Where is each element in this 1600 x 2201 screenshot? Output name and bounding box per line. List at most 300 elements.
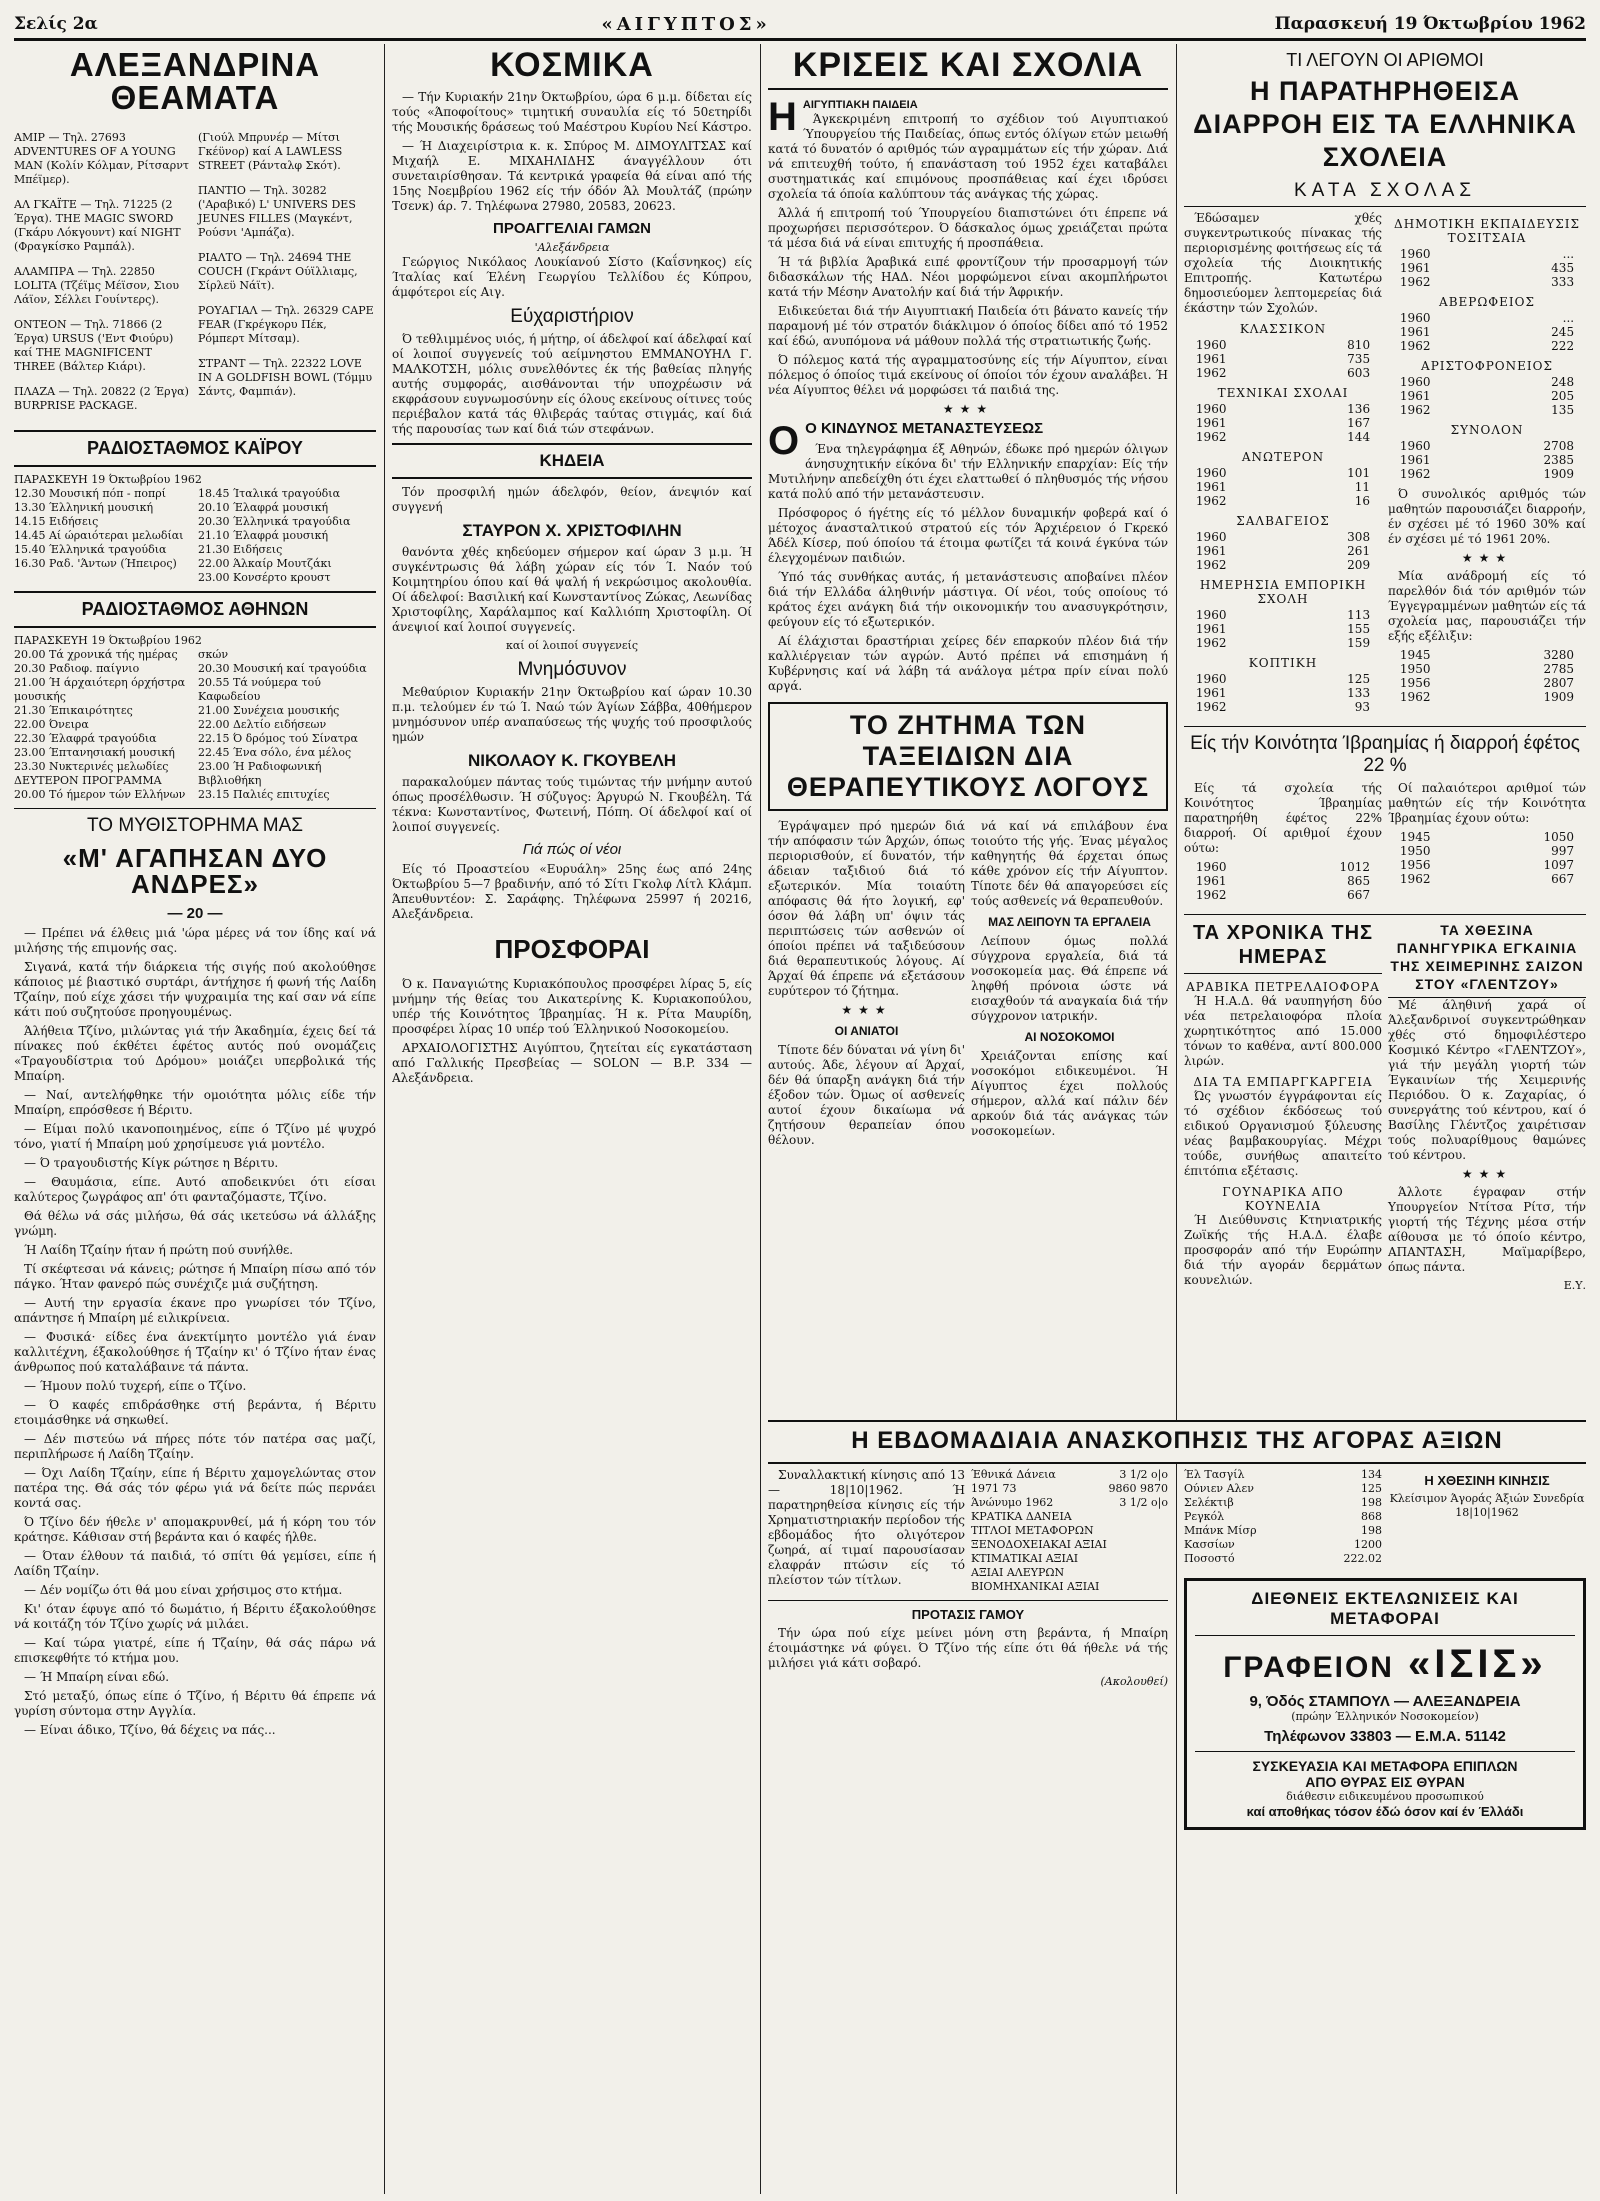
- table-row: [1192, 636, 1374, 650]
- row-year: 1960: [1195, 402, 1227, 416]
- novel-paragraph: — Φυσικά· είδες ένα άνεκτίμητο μοντέλο γιά έναν καλλιτέχνη, έξακολούθησε ή Τζαίην κι' ό Τζίνο ήταν ένας άνθρωπος πού καταλάβαινε τά πάντα.: [14, 1330, 376, 1374]
- chronicles-sub-2: ΔΙΑ ΤΑ ΕΜΠΑΡΓΚΑΡΓΕΙΑ: [1193, 1075, 1373, 1089]
- row-value: 133: [1347, 686, 1371, 700]
- weekly-left: Συναλλακτική κίνησις από 13 — 18|10|1962. Ή παρατηρηθείσα κίνησις είς τήν Χρηματιστηριακήν περίοδον τής εβδομάδος ήτο ολιγότερον ζωηρά, αί τιμαί παρουσίασαν ελαφράν πτώσιν είς τό πλείστον τών τίτλων.: [768, 1468, 965, 1587]
- table-row: [1192, 558, 1374, 572]
- stock-name: Ρεγκόλ: [1184, 1510, 1225, 1523]
- stock-value: 1200: [1354, 1538, 1382, 1551]
- table-row: [1396, 690, 1578, 704]
- stock-row: [971, 1524, 1168, 1538]
- engagement-place: 'Αλεξάνδρεια: [534, 241, 610, 254]
- thanks-title: Εύχαριστήριον: [510, 306, 634, 327]
- program-item: 20.00 Τά χρονικά τής ημέρας: [14, 648, 178, 661]
- school-table: [1192, 672, 1374, 714]
- chronicles-text-2: Ώς γνωστόν έγγράφονται είς τό σχέδιον έκδόσεως τού ειδικού Οργανισμού ξύλευσης νέας βαμβακουργίας. Μέχρι τούδε, συνήθως απαιτείτο έπιτόπια εξέτασις.: [1184, 1089, 1382, 1178]
- stats-tables: [1184, 211, 1586, 720]
- program-item: 13.30 Έλληνική μουσική: [14, 501, 154, 514]
- program-item: 23.00 Έπτανησιακή μουσική: [14, 746, 175, 759]
- row-year: 1961: [1195, 352, 1227, 366]
- table-row: [1396, 872, 1578, 886]
- row-value: 997: [1551, 844, 1575, 858]
- comments-title: ΚΡΙΣΕΙΣ ΚΑΙ ΣΧΟΛΙΑ: [768, 48, 1168, 90]
- program-item: 20.30 Έλληνικά τραγούδια: [198, 515, 351, 528]
- ad-former: (πρώην Έλληνικόν Νοσοκομείον): [1291, 1710, 1479, 1723]
- stock-row: [971, 1496, 1168, 1510]
- stock-row: [971, 1566, 1168, 1580]
- theatre-entry: ΠΛΑΖΑ — Τηλ. 20822 (2 Έργα) BURPRISE PACKAGE.: [14, 385, 189, 412]
- row-value: 144: [1347, 430, 1371, 444]
- stock-name: Ούνιεν Αλεν: [1184, 1482, 1254, 1495]
- column-rule: [1176, 44, 1177, 2194]
- program-item: 21.00 Συνέχεια μουσικής: [198, 704, 340, 717]
- novel-paragraph: — Όταν έλθουν τά παιδιά, τό σπίτι θά γεμίσει, είπε ή Λαίδη Τζαίην.: [14, 1549, 376, 1578]
- funeral-sign: καί οί λοιποί συγγενείς: [505, 639, 639, 652]
- stock-value: 198: [1361, 1524, 1382, 1537]
- table-row: [1192, 544, 1374, 558]
- table-row: [1396, 648, 1578, 662]
- row-year: 1950: [1399, 662, 1431, 676]
- ibrahimia-right-table: [1396, 830, 1578, 886]
- drop-cap: Ο: [768, 419, 800, 463]
- education-title: ΗΑΙΓΥΠΤΙΑΚΗ ΠΑΙΔΕΙΑ: [768, 95, 918, 139]
- table-row: [1192, 402, 1374, 416]
- row-value: 1909: [1543, 690, 1575, 704]
- ibrahimia-left: [1184, 781, 1382, 908]
- novel-paragraph: — Ό τραγουδιστής Κίγκ ρώτησε η Βέριτυ.: [24, 1156, 279, 1170]
- weekly-review-body: [768, 1468, 1168, 2188]
- theatre-entry: ΠΑΝΤΙΟ — Τηλ. 30282 ('Αραβικό) L' UNIVERS DES JEUNES FILLES (Μαγκέντ, Ρούσνι 'Αμπάζα).: [198, 184, 356, 239]
- novel-paragraph: Ό Τζίνο δέν ήθελε ν' απομακρυνθεί, μά ή κόρη του τόν κράτησε. Κάθισαν στή βεράντα και ό καφές ήλθε.: [14, 1515, 376, 1544]
- table-row: [1192, 338, 1374, 352]
- chronicles-text-1: Ή Η.Α.Δ. θά ναυπηγήση δύο νέα πετρελαιοφόρα πλοία χωρητικότητος από 15.000 τόνων το καθένα, αντί 800.000 λιρών.: [1184, 994, 1382, 1068]
- weekly-sub: Η ΧΘΕΣΙΝΗ ΚΙΝΗΣΙΣ: [1424, 1473, 1550, 1488]
- row-year: 1961: [1399, 261, 1431, 275]
- stock-row: [971, 1482, 1168, 1496]
- row-value: 205: [1551, 389, 1575, 403]
- stock-row: [1184, 1496, 1382, 1510]
- row-year: 1960: [1195, 466, 1227, 480]
- row-value: 113: [1347, 608, 1371, 622]
- table-row: [1192, 366, 1374, 380]
- program-item: 20.00 Τό ήμερον τών Ελλήνων: [14, 788, 186, 801]
- continued-note: (Ακολουθεί): [1100, 1675, 1168, 1688]
- travel-body: [768, 819, 1168, 1152]
- row-value: 125: [1347, 672, 1371, 686]
- row-year: 1962: [1399, 275, 1431, 289]
- row-year: 1960: [1195, 860, 1227, 874]
- school-table: [1396, 439, 1578, 481]
- novel-paragraph: Στό μεταξύ, όπως είπε ό Τζίνο, ή Βέριτυ θά έπρεπε νά γυρίση σύντομα στην Αγγλία.: [14, 1689, 376, 1718]
- row-year: 1962: [1195, 700, 1227, 714]
- table-row: [1396, 311, 1578, 325]
- ad-line-1: ΔΙΕΘΝΕΙΣ ΕΚΤΕΛΩΝΙΣΕΙΣ ΚΑΙ ΜΕΤΑΦΟΡΑΙ: [1251, 1589, 1519, 1628]
- row-value: ...: [1562, 247, 1575, 261]
- novel-paragraph: Θά θέλω νά σάς μιλήσω, θά σάς ικετεύσω νά άλλάξης γνώμη.: [14, 1209, 376, 1238]
- emigration-title: Ο Ο ΚΙΝΔΥΝΟΣ ΜΕΤΑΝΑΣΤΕΥΣΕΩΣ: [768, 419, 1044, 463]
- row-value: 209: [1347, 558, 1371, 572]
- row-year: 1961: [1399, 389, 1431, 403]
- stock-value: 198: [1361, 1496, 1382, 1509]
- row-year: 1945: [1399, 648, 1431, 662]
- table-row: [1192, 530, 1374, 544]
- program-item: 22.00 Άλκαίρ Μουτζάκι: [198, 557, 332, 570]
- table-row: [1192, 430, 1374, 444]
- weekly-right-side: [1388, 1468, 1586, 1566]
- program-item: 21.10 Έλαφρά μουσική: [198, 529, 329, 542]
- row-year: 1961: [1399, 325, 1431, 339]
- program-item: 15.40 Έλληνικά τραγούδια: [14, 543, 167, 556]
- table-row: [1396, 439, 1578, 453]
- stock-name: ΚΡΑΤΙΚΑ ΔΑΝΕΙΑ: [971, 1510, 1072, 1523]
- row-value: 1050: [1543, 830, 1575, 844]
- table-row: [1396, 275, 1578, 289]
- row-year: 1962: [1399, 690, 1431, 704]
- social-title: ΚΟΣΜΙΚΑ: [490, 46, 654, 84]
- table-row: [1192, 480, 1374, 494]
- novel-paragraph: — Ή Μπαίρη είναι εδώ.: [24, 1670, 170, 1684]
- theatre-entry: ΡΙΑΛΤΟ — Τηλ. 24694 THE COUCH (Γκράντ Ούϊλλιαμς, Σίρλεϋ Νάϊτ).: [198, 251, 358, 292]
- memorial-text: Μεθαύριον Κυριακήν 21ην Όκτωβρίου καί ώραν 10.30 π.μ. τελούμεν έν τώ Ί. Ναώ τών Άγίων Σάββα, 40θήμερον μνημόσυνον υπέρ αναπαύσεως τής ψυχής τού προσφιλούς ημών: [392, 685, 752, 744]
- stock-row: [1184, 1538, 1382, 1552]
- ad-brand-row: [1195, 1642, 1575, 1687]
- program-item: 23.00 Κονσέρτο κρουστ: [198, 571, 331, 584]
- row-value: 136: [1347, 402, 1371, 416]
- offers-title: ΠΡΟΣΦΟΡΑΙ: [494, 934, 650, 964]
- program-item: 14.45 Αί ώραιότεραι μελωδίαι: [14, 529, 184, 542]
- stock-value: 868: [1361, 1510, 1382, 1523]
- stock-row: [971, 1580, 1168, 1594]
- stock-row: [971, 1552, 1168, 1566]
- table-row: [1192, 874, 1374, 888]
- stock-name: Άνώνυμο 1962: [971, 1496, 1054, 1509]
- row-value: 735: [1347, 352, 1371, 366]
- table-row: [1396, 453, 1578, 467]
- row-year: 1962: [1195, 494, 1227, 508]
- row-year: 1961: [1195, 416, 1227, 430]
- social-paragraph: — Ή Διαχειρίστρια κ. κ. Σπύρος Μ. ΔΙΜΟΥΛΙΤΣΑΣ καί Μιχαήλ Ε. ΜΙΧΑΗΛΙΔΗΣ άναγγέλλουν ότι συνεταιρίσθησαν. Τά κεντρικά γραφεία θά είναι από τής 15ης Νοεμβρίου 1962 είς τήν όδόν Άλ Μουλτάζ (πρώην Τσενκ) άρ. 7. Τηλέφωνα 27980, 20583, 20623.: [392, 139, 752, 213]
- row-value: 333: [1551, 275, 1575, 289]
- ad-brand: «ΙΣΙΣ»: [1407, 1642, 1547, 1686]
- stock-row: [1184, 1482, 1382, 1496]
- program-item: 23.00 Ή Ραδιοφωνική Βιβλιοθήκη: [198, 760, 322, 787]
- program-item: 16.30 Ραδ. 'Άντων (Ήπειρος): [14, 557, 177, 570]
- school-name: ΣΑΛΒΑΓΕΙΟΣ: [1236, 514, 1330, 528]
- chronicles-and-fair: [1184, 921, 1586, 1293]
- school-name: ΚΛΑΣΣΙΚΟΝ: [1239, 322, 1327, 336]
- stock-value: 125: [1361, 1482, 1382, 1495]
- row-value: 3280: [1543, 648, 1575, 662]
- ad-office: ΓΡΑΦΕΙΟΝ: [1223, 1651, 1394, 1684]
- table-row: [1192, 466, 1374, 480]
- table-row: [1192, 352, 1374, 366]
- theatre-entry: ΑΜΙΡ — Τηλ. 27693 ADVENTURES OF A YOUNG MAN (Κολίν Κόλμαν, Ρίτσαρντ Μπέϊμερ).: [14, 131, 189, 186]
- notice-text: Είς τό Προαστείου «Ευρυάλη» 25ης έως από 24ης Όκτωβρίου 5—7 βραδινήν, από τό Σίτι Γκολφ Λίτλ Κλάμπ. Άπευθυντέον: Σ. Σαράφης. Τηλέφωνα 25997 ή 20216, Αλεξάνδρεια.: [392, 862, 752, 921]
- social-text: [392, 90, 752, 214]
- weekly-review-header: [768, 1420, 1586, 1464]
- weekly-review-columns: [768, 1468, 1168, 1594]
- row-value: 667: [1347, 888, 1371, 902]
- issue-date: Παρασκευή 19 Όκτωβρίου 1962: [1274, 14, 1586, 34]
- funeral-intro: Τόν προσφιλή ημών άδελφόν, θείον, άνεψιόν καί συγγενή: [392, 485, 752, 514]
- table-row: [1192, 608, 1374, 622]
- fair: [1388, 921, 1586, 1293]
- memorial-name: ΝΙΚΟΛΑΟΥ Κ. ΓΚΟΥΒΕΛΗ: [468, 751, 676, 770]
- row-year: 1961: [1195, 686, 1227, 700]
- chronicles-title: ΤΑ ΧΡΟΝΙΚΑ ΤΗΣ ΗΜΕΡΑΣ: [1184, 921, 1382, 974]
- table-row: [1192, 686, 1374, 700]
- cured-title: ΟΙ ΑΝΙΑΤΟΙ: [834, 1024, 899, 1038]
- theatre-entry: ΣΤΡΑΝΤ — Τηλ. 22322 LOVE IN A GOLDFISH BOWL (Τόμμυ Σάντς, Φαμπιάν).: [198, 357, 373, 398]
- table-row: [1192, 416, 1374, 430]
- table-row: [1192, 860, 1374, 874]
- table-row: [1396, 339, 1578, 353]
- stock-name: Μπάνκ Μίσρ: [1184, 1524, 1257, 1537]
- theatres-list: [14, 120, 376, 424]
- stock-row: [1184, 1524, 1382, 1538]
- separator-stars: ★★★: [1461, 1167, 1513, 1181]
- emigration-paragraph: Ύπό τάς συνθήκας αυτάς, ή μετανάστευσις αποβαίνει πλέον διά τήν Ελλάδα άληθινήν μάστιγα. Οί νέοι, τούς οποίους τό κράτος έχει ανάγκη διά τήν οικονομικήν του ανασυγκρότησιν, φεύγουν είς τό εξωτερικόν.: [768, 570, 1168, 629]
- row-year: 1956: [1399, 676, 1431, 690]
- row-year: 1960: [1195, 338, 1227, 352]
- ibrahimia-body: [1184, 781, 1586, 908]
- education-paragraph: Άλλά ή επιτροπή τού Ύπουργείου διαπιστώνει ότι έπρεπε νά προχωρήσει περισσότερον. Ό δάσκαλος όμως χρειάζεται πρώτα τά μέσα διά νά είναι επιτυχής ή προσπάθεια.: [768, 206, 1168, 250]
- ibrahimia-left-text: Είς τά σχολεία τής Κοινότητος Ίβραημίας παρατηρήθη έφέτος 22% διαρροή. Οί αριθμοί έχουν ούτω:: [1184, 781, 1382, 855]
- table-row: [1192, 700, 1374, 714]
- theatres-right: [198, 120, 376, 424]
- stock-name: ΞΕΝΟΔΟΧΕΙΑΚΑΙ ΑΞΙΑΙ: [971, 1538, 1107, 1551]
- row-year: 1962: [1195, 430, 1227, 444]
- row-year: 1960: [1195, 608, 1227, 622]
- divider: [14, 808, 376, 809]
- column-2: [392, 44, 752, 2194]
- row-value: 2785: [1543, 662, 1575, 676]
- chronicles-text-3: Ή Διεύθυνσις Κτηνιατρικής Ζωϊκής τής Η.Α.Δ. έλαβε προσφοράν από τήν Ευρώπην διά τήν αγοράν δερμάτων κουνελιών.: [1184, 1213, 1382, 1287]
- program-item: 22.00 Όνειρα: [14, 718, 89, 731]
- row-year: 1961: [1195, 480, 1227, 494]
- radio-athens-schedule: [14, 648, 376, 802]
- isis-advertisement: [1184, 1578, 1586, 1830]
- funeral-title: ΚΗΔΕΙΑ: [392, 443, 752, 479]
- theatre-entry: ΡΟΥΑΓΙΑΛ — Τηλ. 26329 CAPE FEAR (Γκρέγκορυ Πέκ, Ρόμπερτ Μίτσαμ).: [198, 304, 374, 345]
- row-year: 1956: [1399, 858, 1431, 872]
- novel-paragraph: — Θαυμάσια, είπε. Αυτό αποδεικνύει ότι είσαι καλύτερος ζωγράφος απ' ότι φανταζόμαστε, Τζίνο.: [14, 1175, 376, 1204]
- archaeology-text: ΑΡΧΑΙΟΛΟΓΙΣΤΗΣ Αιγύπτου, ζητείται είς εγκατάσταση από Γαλλικής Πρεσβείας — SOLON — B.P. 334 — Αλεξάνδρεια.: [392, 1041, 752, 1085]
- funeral-text: θανόντα χθές κηδεύομεν σήμερον καί ώραν 3 μ.μ. Ή συγκέντρωσις θά λάβη χώραν είς τόν Ί. Ναόν τού Κοιμητηρίου όπου καί θά ψαλή ή νεκρώσιμος ακολουθία. Οί άδελφοί: Βασιλική καί Κωνσταντίνος Ζώκας, Λεωνίδας Χριστοφίλης, Χαράλαμπος καί Καλλιόπη Χριστοφίλη. Οί άνεψιοί καί λοιποί συγγενείς.: [392, 545, 752, 634]
- theatres-left: [14, 120, 192, 424]
- program-item: 23.15 Παλιές επιτυχίες: [198, 788, 330, 801]
- ibrahimia-right-text: Οί παλαιότεροι αριθμοί τών μαθητών είς τήν Κοινότητα Ίβραημίας έχουν ούτω:: [1388, 781, 1586, 825]
- program-item: 18.45 Ίταλικά τραγούδια: [198, 487, 340, 500]
- program-item: 22.15 Ό δρόμος τού Σίνατρα: [198, 732, 358, 745]
- stats-kicker: ΤΙ ΛΕΓΟΥΝ ΟΙ ΑΡΙΘΜΟΙ: [1286, 50, 1484, 70]
- social-paragraph: — Τήν Κυριακήν 21ην Όκτωβρίου, ώρα 6 μ.μ. δίδεται είς τούς «Άποφοίτους» τιμητική συναυλία είς τό 50ετηρίδι τής Μουσικής δράσεως τού Μαέστρου Κυρίου Νεί Κάστρο.: [392, 90, 752, 134]
- stats-left: [1184, 211, 1382, 720]
- school-table: [1396, 247, 1578, 289]
- table-row: [1396, 325, 1578, 339]
- row-value: 2708: [1543, 439, 1575, 453]
- row-year: 1962: [1195, 558, 1227, 572]
- stock-row: [1184, 1552, 1382, 1566]
- novel-kicker: ΤΟ ΜΥΘΙΣΤΟΡΗΜΑ ΜΑΣ: [87, 815, 303, 836]
- stats-note: Ό συνολικός αριθμός τών μαθητών παρουσιάζει διαρροήν, έν σχέσει μέ τό 1960 30% καί έν σχέσει μέ τό 1961 20%.: [1388, 487, 1586, 546]
- novel-paragraph: — Αυτή την εργασία έκανε προ γνωρίσει τόν Τζίνο, απάντησε ή Μπαίρη μέ ειλικρίνεια.: [14, 1296, 376, 1325]
- ad-line-3: ΑΠΟ ΘΥΡΑΣ ΕΙΣ ΘΥΡΑΝ: [1305, 1774, 1465, 1790]
- row-value: 11: [1354, 480, 1371, 494]
- row-year: 1962: [1399, 403, 1431, 417]
- divider: [1184, 914, 1586, 915]
- row-value: 603: [1347, 366, 1371, 380]
- row-value: 865: [1347, 874, 1371, 888]
- program-item: 21.30 Έπικαιρότητες: [14, 704, 133, 717]
- fair-text: Μέ άληθινή χαρά οί Άλεξανδρινοί συγκεντρώθηκαν χθές στό δημοφιλέστερο Κοσμικό Κέντρο «ΓΛΕΝΤΖΟΥ», γιά τήν μεγάλη γιορτή τών Έγκαινίων τής Χειμερινής Περιόδου. Ό κ. Ζαχαρίας, ό συνεργάτης τού κέντρου, καί ό Βασίλης Γλέντζος χαιρέτισαν τούς πολυαρίθμους θαμώνες τού κέντρου.: [1388, 998, 1586, 1162]
- row-year: 1945: [1399, 830, 1431, 844]
- novel-paragraph: — Ό καφές επιδράσθηκε στή βεράντα, ή Βέριτυ ετοιμάσθηκε νά σηκωθεί.: [14, 1398, 376, 1427]
- table-row: [1396, 830, 1578, 844]
- table-row: [1396, 467, 1578, 481]
- education-text: [768, 112, 1168, 398]
- row-value: ...: [1562, 311, 1575, 325]
- column-rule: [384, 44, 385, 2194]
- row-year: 1960: [1399, 375, 1431, 389]
- row-value: 155: [1347, 622, 1371, 636]
- program-item: σκών: [198, 648, 229, 661]
- row-value: 248: [1551, 375, 1575, 389]
- school-table: [1396, 311, 1578, 353]
- school-name: ΚΟΠΤΙΚΗ: [1248, 656, 1318, 670]
- stats-title: Η ΠΑΡΑΤΗΡΗΘΕΙΣΑ ΔΙΑΡΡΟΗ ΕΙΣ ΤΑ ΕΛΛΗΝΙΚΑ ΣΧΟΛΕΙΑ: [1193, 76, 1577, 172]
- school-name: ΑΝΩΤΕΡΟΝ: [1241, 450, 1325, 464]
- school-name: ΑΒΕΡΩΦΕΙΟΣ: [1439, 295, 1535, 309]
- school-tables-a: [1184, 322, 1382, 714]
- novel-title: «Μ' ΑΓΑΠΗΣΑΝ ΔΥΟ ΑΝΔΡΕΣ»: [62, 843, 328, 899]
- novel-paragraph: — Είμαι πολύ ικανοποιημένος, είπε ό Τζίνο μέ ψυχρό τόνο, γιατί ή Μπαίρη μού χρησίμευσε γιά μοντέλο.: [14, 1122, 376, 1151]
- divider: [1195, 1751, 1575, 1752]
- separator-stars: ★★★: [942, 402, 994, 416]
- program-item: 14.15 Ειδήσεις: [14, 515, 99, 528]
- program-item: 23.30 Νυκτερινές μελωδίες: [14, 760, 169, 773]
- stock-name: Κασσίων: [1184, 1538, 1235, 1551]
- row-year: 1962: [1195, 888, 1227, 902]
- memorial-text-2: παρακαλούμεν πάντας τούς τιμώντας τήν μνήμην αυτού όπως προσέλθωσιν. Ή σύζυγος: Άργυρώ Ν. Γκουβέλη. Τά τέκνα: Κωνσταντίνος, Φωτεινή, Πόπη. Οί άδελφοί καί οί λοιποί συγγενείς.: [392, 775, 752, 834]
- table-row: [1396, 662, 1578, 676]
- weekly-sub-2: Κλείσιμον Άγοράς Άξιών Συνεδρία 18|10|1962: [1389, 1492, 1585, 1519]
- table-row: [1192, 494, 1374, 508]
- emigration-paragraph: Αί έλάχισται δραστήριαι χείρες δέν επαρκούν πλέον διά τήν καλλιέργειαν τών αγρών. Αυτό πρέπει νά επισημάνη ή Κυβέρνησις καί νά λάβη τά ανάλογα μέτρα πρίν είναι πολύ αργά.: [768, 634, 1168, 693]
- program-item: 22.00 Δελτίο ειδήσεων: [198, 718, 327, 731]
- theatre-entry: ΟΝΤΕΟΝ — Τηλ. 71866 (2 Έργα) URSUS ('Εντ Φιούρυ) καί THE MAGNIFICENT THREE (Βάλτερ Κιάρι).: [14, 318, 174, 373]
- education-paragraph: Ό πόλεμος κατά τής αγραμματοσύνης είς τήν Αίγυπτον, είναι πόλεμος ό όποίος τιμά εκείνους οί όποίοι τόν έχουν αναλάβει. Ή νέα Αίγυπτος θέλει νά μορφώσει τά παιδιά της.: [768, 353, 1168, 397]
- stats-note-2: Μία ανάδρομή είς τό παρελθόν διά τόν αριθμόν τών Έγγεγραμμένων μαθητών είς τά σχολεία μας, παρουσιάζει τήν εξής εξέλιξιν:: [1388, 569, 1586, 643]
- engagement-title: ΠΡΟΑΓΓΕΛΙΑΙ ΓΑΜΩΝ: [493, 220, 651, 237]
- stock-row: [971, 1510, 1168, 1524]
- program-item: ΔΕΥΤΕΡΟΝ ΠΡΟΓΡΑΜΜΑ: [14, 774, 162, 787]
- radio-cairo-date: ΠΑΡΑΣΚΕΥΗ 19 Όκτωβρίου 1962: [14, 473, 202, 486]
- weekly-review-title: Η ΕΒΔΟΜΑΔΙΑΙΑ ΑΝΑΣΚΟΠΗΣΙΣ ΤΗΣ ΑΓΟΡΑΣ ΑΞΙΩΝ: [851, 1427, 1503, 1454]
- row-value: 16: [1354, 494, 1371, 508]
- radio-athens-right: [198, 648, 376, 802]
- stock-value: 134: [1361, 1468, 1382, 1481]
- chronicles-sub-3: ΓΟΥΝΑΡΙΚΑ ΑΠΟ ΚΟΥΝΕΛΙΑ: [1222, 1185, 1344, 1213]
- travel-right: νά καί νά επιλάβουν ένα τοιούτο τής γής. Ένας μέγαλος καθηγητής θά έρχεται όπως κάθε χρόνον είς τήν Αίγυπτον. Τίποτε δέν θά απαγορεύσει είς τούς ασθενείς νά θεραπευθούν. ΜΑΣ ΛΕΙΠΟΥΝ ΤΑ ΕΡΓΑΛΕΙΑ Λείπουν όμως πολλά σύγχρονα εργαλεία, διά τά νοσοκομεία μας. Θά έπρεπε νά ληφθή πρόνοια ώστε νά εισαχθούν τά αναγκαία διά τήν σύγχρονον ιατρικήν. ΑΙ ΝΟΣΟΚΟΜΟΙ Χρειάζονται επίσης καί νοσοκόμοι ειδικευμένοι. Ή Αίγυπτος έχει πολλούς σήμερον, αλλά καί πάλιν δέν αρκούν διά τάς ανάγκας τών νοσοκομείων.: [971, 819, 1168, 1138]
- nurses-title: ΑΙ ΝΟΣΟΚΟΜΟΙ: [1024, 1030, 1115, 1044]
- school-name: ΤΕΧΝΙΚΑΙ ΣΧΟΛΑΙ: [1217, 386, 1349, 400]
- radio-athens-date: ΠΑΡΑΣΚΕΥΗ 19 Όκτωβρίου 1962: [14, 634, 202, 647]
- ibrahimia-right: [1388, 781, 1586, 908]
- school-name: ΔΗΜΟΤΙΚΗ ΕΚΠΑΙΔΕΥΣΙΣ ΤΟΣΙΤΣΑΙΑ: [1394, 217, 1580, 245]
- emigration-paragraph: Πρόσφορος ό ήγέτης είς τό μέλλον δυναμικήν φοβερά καί ό μέτοχος άνασταλτικού στρατού είς τόν Άρχιέρειον ό Γκρεκό Άδέλ Κίσερ, πού όποίου τά έτοιμα φωτίζει τά κοινά έγκύνα τών έλεγχομένων παιδιών.: [768, 506, 1168, 565]
- row-value: 93: [1354, 700, 1371, 714]
- row-value: 2807: [1543, 676, 1575, 690]
- novel-text: [14, 926, 376, 1738]
- row-value: 167: [1347, 416, 1371, 430]
- stock-name: Έλ Τασγίλ: [1184, 1468, 1245, 1481]
- school-tables-b: [1388, 217, 1586, 481]
- theatre-entry: ΑΛΑΜΠΡΑ — Τηλ. 22850 LOLITA (Τζέϊμς Μέϊσον, Σιου Λάϊον, Σέλλει Γουίντερς).: [14, 265, 180, 306]
- program-item: 21.30 Ειδήσεις: [198, 543, 283, 556]
- row-year: 1960: [1195, 530, 1227, 544]
- stock-listing: [971, 1468, 1168, 1594]
- stock-name: ΒΙΟΜΗΧΑΝΙΚΑΙ ΑΞΙΑΙ: [971, 1580, 1100, 1593]
- fair-text-2: Άλλοτε έγραφαν στήν Υπουργείον Ντίτσα Ρίτσ, τήν γιορτή τής Τέχνης μέσα στήν αίθουσα με τό όποίο κέντρο, ΑΠΑΝΤΑΣΗ, Μαϊμαρίβερο, όπως πάντα.: [1388, 1185, 1586, 1274]
- education-paragraph: Άγκεκριμένη επιτροπή το σχέδιον τού Αιγυπτιακού Ύπουργείου τής Παιδείας, όπως εντός όλίγων ετών μειωθή κατά τό δυνατόν ό αριθμός τών αγραμμάτων είς τήν χώραν. Διά νά επιτευχθή τούτο, ή επανάσταση τού 1952 έχει καταβάλει συστηματικάς καί επιμόνους προσπάθειας καί έχει ιδρύσει σχολεία τά όποία καλύπτουν τάς ανάγκας τής χώρας.: [768, 112, 1168, 201]
- page-number: Σελίς 2α: [14, 14, 98, 34]
- program-item: 12.30 Μουσική πόπ - ποπρί: [14, 487, 166, 500]
- row-value: 435: [1551, 261, 1575, 275]
- row-year: 1962: [1399, 339, 1431, 353]
- theatre-entry: (Γιούλ Μπρυνέρ — Μίτσι Γκέϋνορ) καί A LAWLESS STREET (Ράνταλφ Σκότ).: [198, 131, 343, 172]
- school-table: [1192, 402, 1374, 444]
- masthead: [14, 10, 1586, 41]
- novel-paragraph: — Ναί, αντελήφθηκε τήν ομοιότητα μόλις είδε τήν Μπαίρη, επρόσθεσε ή Βέριτυ.: [14, 1088, 376, 1117]
- school-table: [1192, 530, 1374, 572]
- ad-line-2: ΣΥΣΚΕΥΑΣΙΑ ΚΑΙ ΜΕΤΑΦΟΡΑ ΕΠΙΠΛΩΝ: [1252, 1758, 1518, 1774]
- row-year: 1960: [1399, 311, 1431, 325]
- row-year: 1960: [1399, 439, 1431, 453]
- novel-paragraph: Ή Λαίδη Τζαίην ήταν ή πρώτη πού συνήλθε.: [24, 1243, 294, 1257]
- table-row: [1396, 676, 1578, 690]
- novel-paragraph: Κι' όταν έφυγε από τό δωμάτιο, ή Βέριτυ έξακολούθησε νά κοιτάζη τόν Τζίνο χωρίς νά μιλάει.: [14, 1602, 376, 1631]
- tools-title: ΜΑΣ ΛΕΙΠΟΥΝ ΤΑ ΕΡΓΑΛΕΙΑ: [988, 915, 1151, 929]
- program-item: 22.45 Ένα σόλο, ένα μέλος: [198, 746, 352, 759]
- table-row: [1192, 622, 1374, 636]
- row-year: 1962: [1195, 636, 1227, 650]
- ad-address: 9, Όδός ΣΤΑΜΠΟΥΛ — ΑΛΕΞΑΝΔΡΕΙΑ: [1249, 1693, 1521, 1710]
- divider: [768, 1600, 1168, 1601]
- novel-paragraph: — Είναι άδικο, Τζίνο, θά δέχεις να πάς...: [24, 1723, 276, 1737]
- stock-row: [971, 1468, 1168, 1482]
- row-value: 308: [1347, 530, 1371, 544]
- chronicles: [1184, 921, 1382, 1293]
- novel-paragraph: — Δέν πιστεύω νά πήρες πότε τόν πατέρα σας μαζί, περιπλήρωσε ή Λαίδη Τζαίην.: [14, 1432, 376, 1461]
- stock-name: Ποσοστό: [1184, 1552, 1235, 1565]
- row-value: 1909: [1543, 467, 1575, 481]
- column-4-lower: [1184, 1468, 1586, 2188]
- table-row: [1396, 261, 1578, 275]
- row-value: 1012: [1339, 860, 1371, 874]
- proposal-text: Τήν ώρα πού είχε μείνει μόνη στη βεράντα, ή Μπαίρη έτοιμάστηκε νά φύγει. Ό Τζίνο τής είπε ότι θά ήθελε νά τής μιλήσει γιά κάτι σοβαρό.: [768, 1626, 1168, 1670]
- radio-cairo-title: ΡΑΔΙΟΣΤΑΘΜΟΣ ΚΑΪΡΟΥ: [14, 430, 376, 467]
- radio-cairo-right: [198, 487, 376, 585]
- program-item: 20.30 Μουσική καί τραγούδια: [198, 662, 367, 675]
- emigration-paragraph: Ένα τηλεγράφημα έξ Αθηνών, έδωκε πρό ημερών όλιγων άνησυχητικήν είκόνα δι' τήν Ελληνικήν επαρχίαν: Είς τήν Μυτιλήνην απεδείχθη ότι έχει ελαττωθεί ό πληθυσμός τής νήσου κατά πολύ από τήν μετανάστευσιν.: [768, 442, 1168, 501]
- row-year: 1960: [1195, 672, 1227, 686]
- novel-paragraph: — Ήμουν πολύ τυχερή, είπε ο Τζίνο.: [24, 1379, 247, 1393]
- row-year: 1961: [1195, 622, 1227, 636]
- stock-row: [971, 1538, 1168, 1552]
- stock-value: 222.02: [1343, 1552, 1382, 1565]
- stock-value: 9860 9870: [1108, 1482, 1168, 1495]
- table-row: [1396, 375, 1578, 389]
